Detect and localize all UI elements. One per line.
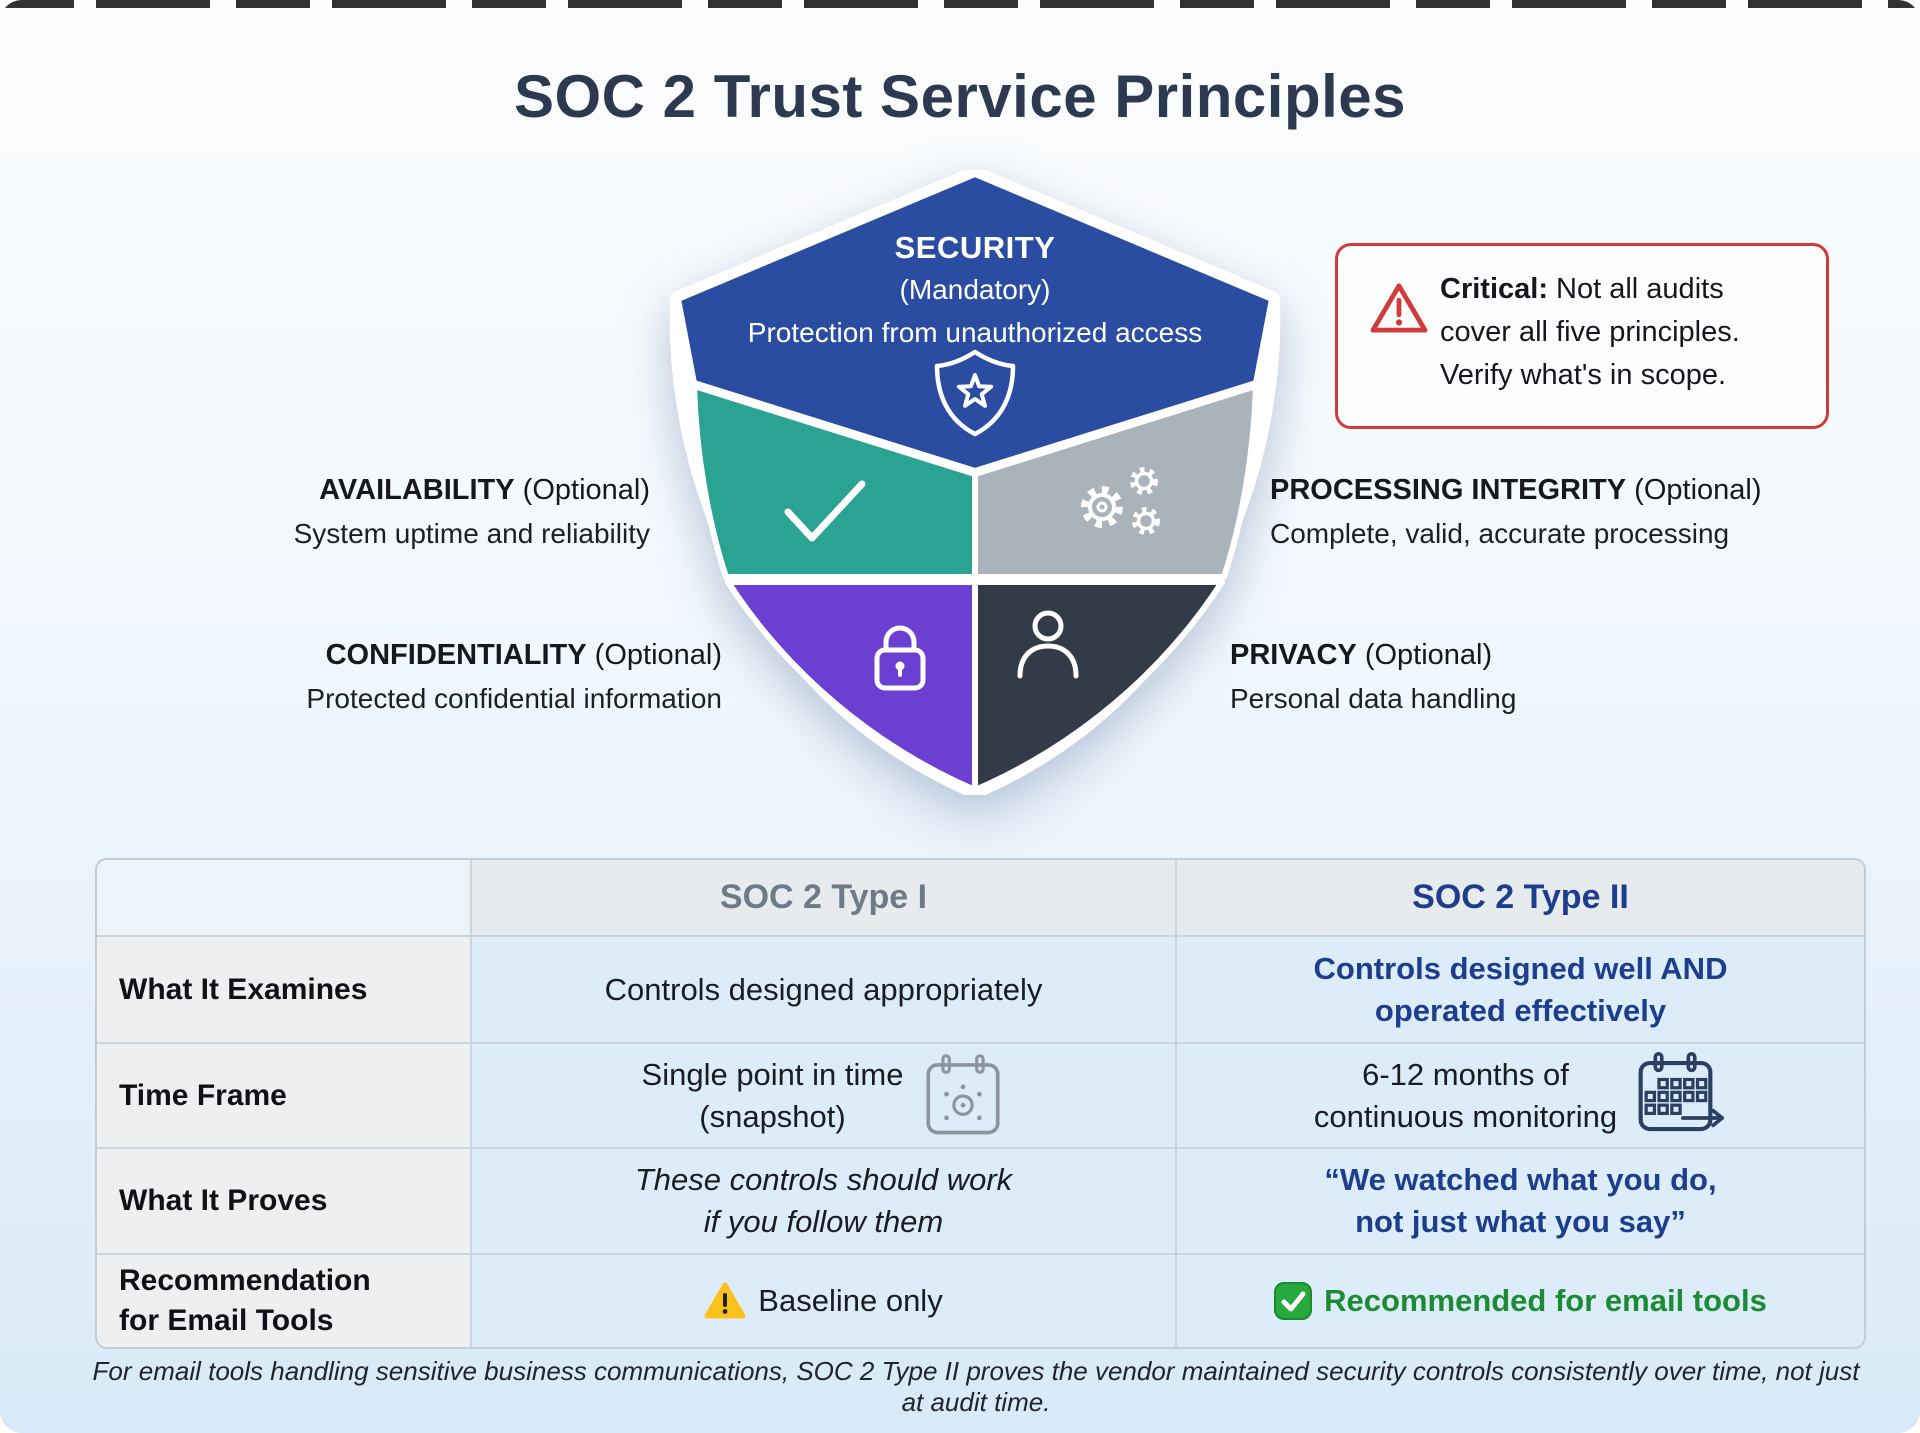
critical-warning-text: [1440, 268, 1740, 397]
type2-timeframe-line1: 6-12 months of: [1362, 1056, 1569, 1092]
table-header-empty: [97, 860, 472, 937]
type2-recommendation: [1177, 1255, 1864, 1347]
privacy-segment: [975, 582, 1222, 790]
security-description: Protection from unauthorized access: [747, 317, 1203, 348]
confidentiality-segment: [728, 582, 975, 790]
type1-what-it-proves: [472, 1149, 1177, 1255]
comparison-table: [95, 858, 1866, 1349]
type1-recommendation: [472, 1255, 1177, 1347]
processing-integrity-qualifier: (Optional): [1634, 474, 1762, 506]
confidentiality-qualifier: (Optional): [594, 639, 722, 671]
confidentiality-label: [180, 633, 722, 721]
type1-timeframe-line2: (snapshot): [699, 1098, 846, 1134]
availability-label: [150, 468, 650, 556]
critical-line2: cover all five principles.: [1440, 316, 1740, 348]
type2-what-it-examines: [1177, 937, 1864, 1044]
green-check-icon: [1274, 1282, 1312, 1320]
type2-examines-line2: operated effectively: [1374, 992, 1667, 1028]
type2-examines-line1: Controls designed well AND: [1313, 950, 1728, 986]
availability-qualifier: (Optional): [522, 474, 650, 506]
type1-proves-line1: These controls should work: [634, 1162, 1013, 1197]
processing-integrity-label: [1270, 468, 1850, 556]
type1-what-it-examines: Controls designed appropriately: [472, 937, 1177, 1044]
row-label-what-it-examines: What It Examines: [97, 937, 472, 1044]
recommendation-label-line1: Recommendation: [119, 1264, 371, 1297]
critical-warning-box: [1335, 243, 1829, 429]
type2-what-it-proves: [1177, 1149, 1864, 1255]
availability-title: AVAILABILITY: [319, 474, 515, 506]
type1-time-frame: [472, 1044, 1177, 1149]
type2-recommendation-text: Recommended for email tools: [1324, 1283, 1767, 1318]
shield-diagram: [668, 170, 1282, 795]
type1-proves-line2: if you follow them: [703, 1204, 944, 1239]
top-border-artifact: [0, 0, 1920, 8]
recommendation-label-line2: for Email Tools: [119, 1304, 334, 1337]
processing-integrity-title: PROCESSING INTEGRITY: [1270, 474, 1627, 506]
critical-line3: Verify what's in scope.: [1440, 359, 1727, 391]
privacy-title: PRIVACY: [1230, 639, 1357, 671]
table-header-type1: SOC 2 Type I: [472, 860, 1177, 937]
footer-note: For email tools handling sensitive business communications, SOC 2 Type II proves the vendor maintained security controls consistently over time, not just at audit time.: [92, 1356, 1860, 1417]
security-qualifier: (Mandatory): [899, 274, 1051, 305]
yellow-warning-icon: [704, 1282, 746, 1320]
privacy-description: Personal data handling: [1230, 683, 1517, 714]
type2-proves-line1: “We watched what you do,: [1324, 1162, 1717, 1197]
processing-integrity-description: Complete, valid, accurate processing: [1270, 518, 1730, 549]
row-label-what-it-proves: What It Proves: [97, 1149, 472, 1255]
type1-recommendation-text: Baseline only: [758, 1283, 943, 1318]
privacy-qualifier: (Optional): [1364, 639, 1493, 671]
calendar-monitoring-icon: [1635, 1052, 1727, 1140]
type2-time-frame: [1177, 1044, 1864, 1149]
calendar-snapshot-icon: [921, 1052, 1005, 1140]
availability-description: System uptime and reliability: [293, 518, 650, 549]
page-title: SOC 2 Trust Service Principles: [513, 63, 1407, 130]
row-label-recommendation: [97, 1255, 472, 1347]
type2-proves-line2: not just what you say”: [1355, 1204, 1686, 1239]
critical-line1: Not all audits: [1556, 273, 1724, 305]
security-title: SECURITY: [894, 230, 1056, 265]
type2-timeframe-line2: continuous monitoring: [1313, 1098, 1618, 1134]
confidentiality-description: Protected confidential information: [306, 683, 722, 714]
confidentiality-title: CONFIDENTIALITY: [325, 639, 587, 671]
privacy-label: [1230, 633, 1710, 721]
critical-label: Critical:: [1440, 273, 1548, 305]
row-label-time-frame: Time Frame: [97, 1044, 472, 1149]
warning-triangle-icon: [1370, 282, 1428, 334]
table-header-type2: SOC 2 Type II: [1177, 860, 1864, 937]
type1-timeframe-line1: Single point in time: [641, 1056, 904, 1092]
